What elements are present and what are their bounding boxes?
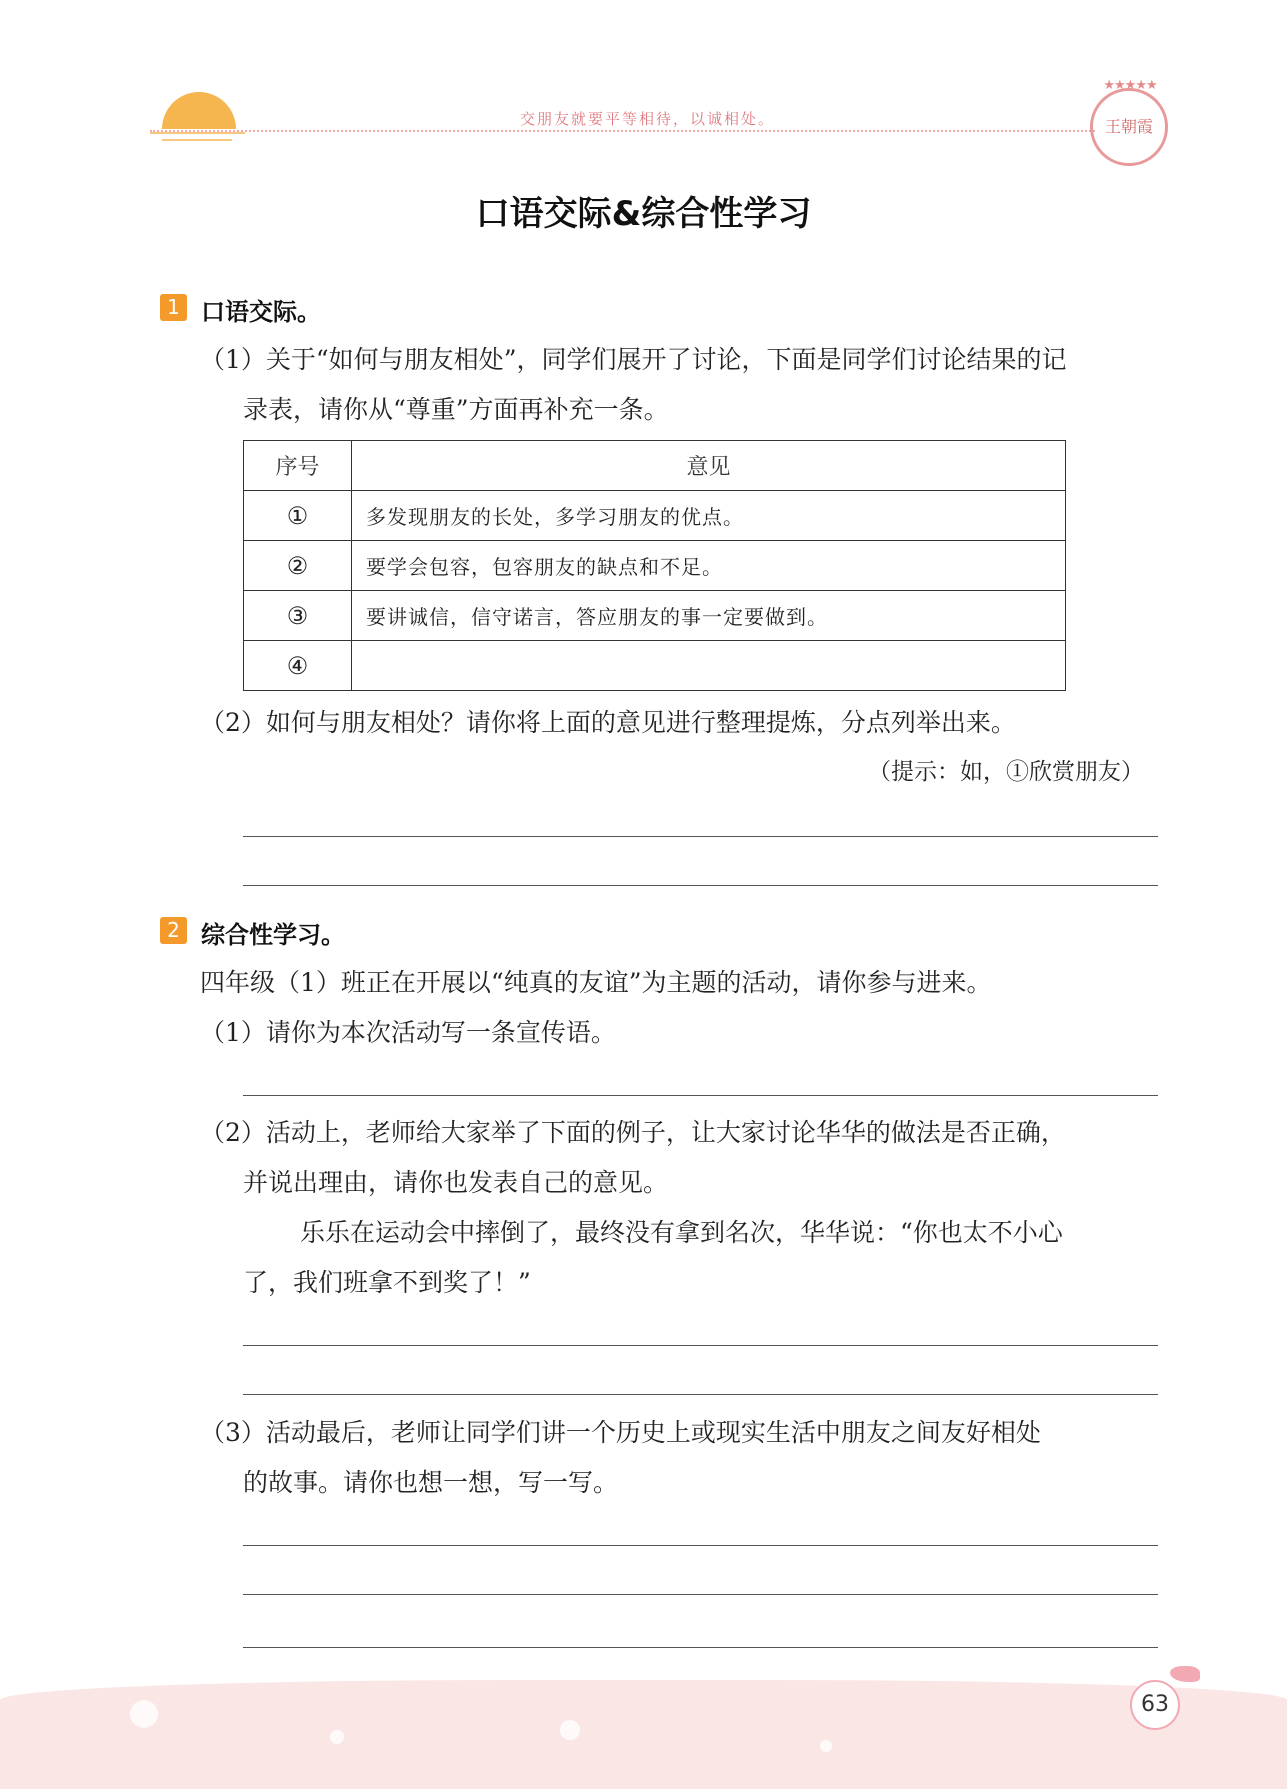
hint-text: （提示：如，①欣赏朋友）: [868, 759, 1144, 785]
footer-background: [0, 1680, 1287, 1789]
bubble-decoration: [130, 1700, 158, 1728]
question-text: （2）活动上，老师给大家举了下面的例子，让大家讨论华华的做法是否正确，: [200, 1118, 1066, 1147]
table-row: [244, 491, 1066, 541]
question-text: （1）关于“如何与朋友相处”，同学们展开了讨论，下面是同学们讨论结果的记: [200, 345, 1067, 374]
question-text: （1）请你为本次活动写一条宣传语。: [200, 1018, 616, 1047]
section-number-badge: 2: [160, 917, 187, 944]
question-text: 录表，请你从“尊重”方面再补充一条。: [243, 395, 669, 424]
header-motto: 交朋友就要平等相待，以诚相处。: [520, 110, 776, 128]
story-text: 乐乐在运动会中摔倒了，最终没有拿到名次，华华说：“你也太不小心: [300, 1218, 1063, 1247]
row-index: ②: [244, 541, 352, 591]
answer-line[interactable]: [243, 1345, 1158, 1346]
row-opinion: 要讲诚信，信守诺言，答应朋友的事一定要做到。: [352, 591, 1066, 641]
answer-blank-cell[interactable]: [352, 641, 1066, 691]
row-index: ①: [244, 491, 352, 541]
bubble-decoration: [330, 1730, 344, 1744]
table-row: [244, 541, 1066, 591]
answer-line[interactable]: [243, 836, 1158, 837]
table-row: [244, 641, 1066, 691]
story-text: 了，我们班拿不到奖了！”: [243, 1268, 531, 1297]
section-heading: 口语交际。: [201, 298, 321, 326]
answer-line[interactable]: [243, 1394, 1158, 1395]
row-index: ③: [244, 591, 352, 641]
answer-line[interactable]: [243, 1095, 1158, 1096]
answer-line[interactable]: [243, 1545, 1158, 1546]
dolphin-icon: [1170, 1666, 1200, 1682]
section-number-badge: 1: [160, 294, 187, 321]
row-index: ④: [244, 641, 352, 691]
row-opinion: 多发现朋友的长处，多学习朋友的优点。: [352, 491, 1066, 541]
page-number: 63: [1130, 1680, 1180, 1730]
section-heading: 综合性学习。: [201, 921, 345, 949]
table-header-index: 序号: [244, 441, 352, 491]
table-header-row: [244, 441, 1066, 491]
table-header-opinion: 意见: [352, 441, 1066, 491]
answer-line[interactable]: [243, 885, 1158, 886]
opinion-table: [243, 440, 1066, 691]
bubble-decoration: [560, 1720, 580, 1740]
sun-horizon-line: [162, 139, 232, 141]
seal-stars-icon: ★★★★★: [1103, 78, 1157, 93]
question-text: （3）活动最后，老师让同学们讲一个历史上或现实生活中朋友之间友好相处: [200, 1418, 1041, 1447]
table-row: [244, 591, 1066, 641]
answer-line[interactable]: [243, 1647, 1158, 1648]
question-text: 的故事。请你也想一想，写一写。: [243, 1468, 619, 1497]
page-title: 口语交际&综合性学习: [475, 194, 812, 234]
bubble-decoration: [820, 1740, 832, 1752]
question-text: 并说出理由，请你也发表自己的意见。: [243, 1168, 669, 1197]
row-opinion: 要学会包容，包容朋友的缺点和不足。: [352, 541, 1066, 591]
author-seal: 王朝霞: [1090, 88, 1168, 166]
intro-text: 四年级（1）班正在开展以“纯真的友谊”为主题的活动，请你参与进来。: [200, 968, 992, 997]
question-text: （2）如何与朋友相处？请你将上面的意见进行整理提炼，分点列举出来。: [200, 708, 1016, 737]
sun-logo-icon: [162, 92, 236, 129]
header-divider: [150, 130, 1095, 132]
answer-line[interactable]: [243, 1594, 1158, 1595]
sun-horizon-line: [150, 132, 245, 134]
